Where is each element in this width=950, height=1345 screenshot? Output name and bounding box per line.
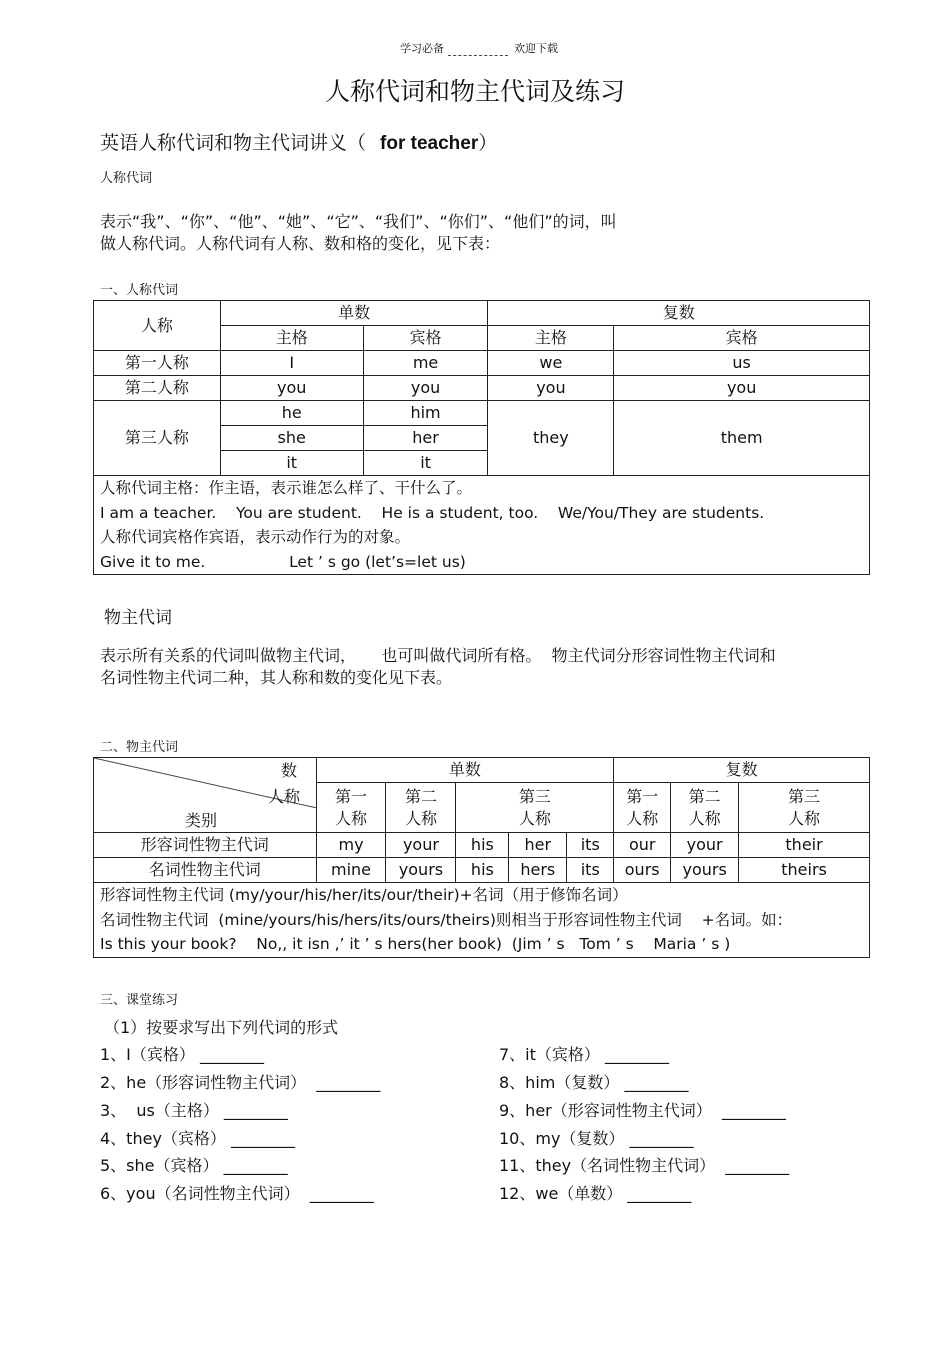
col-p1-b: 人称 [626,808,659,828]
table2-notes [94,883,870,958]
intro-possessive-line-2: 名词性物主代词二种，其人称和数的变化见下表。 [100,668,453,687]
header-s-nom: 主格 [220,326,363,351]
cell: your [671,833,739,858]
diag-num: 数 [281,761,298,780]
possessive-pronoun-table [93,757,870,958]
col-s1-a: 第一 [335,786,368,806]
header-singular: 单数 [316,758,614,783]
cell: it [220,451,363,476]
col-s2-a: 第二 [404,786,437,806]
col-p3-a: 第三 [788,786,821,806]
cell: you [614,376,870,401]
cell: her [509,833,567,858]
intro-personal-line-1: 表示“我”、“你”、“他”、“她”、“它”、“我们”、“你们”、“他们”的词，叫 [100,212,617,231]
exercise-item: 3、 us（主格） ________ [100,1101,288,1120]
subtitle [100,128,497,155]
col-s3-a: 第三 [518,786,551,806]
cell: our [614,833,671,858]
diag-category: 类别 [185,811,218,830]
subtitle-bold: for teacher [380,133,479,154]
col-s1-b: 人称 [335,808,368,828]
cell: we [488,351,614,376]
cell: her [363,426,488,451]
exercise-item: 6、you（名词性物主代词） ________ [100,1184,374,1203]
cell: theirs [739,858,870,883]
cell: it [363,451,488,476]
header-left: 学习必备 [400,42,444,55]
row-noun-name: 名词性物主代词 [94,858,317,883]
exercises-instruction: （1）按要求写出下列代词的形式 [104,1018,339,1037]
cell: my [316,833,386,858]
cell: its [567,858,614,883]
table2-label: 二、物主代词 [100,740,179,755]
col-p1 [614,783,671,833]
subtitle-close: ） [478,132,498,154]
cell: they [488,401,614,476]
col-s3-b: 人称 [518,808,551,828]
exercise-item: 7、it（宾格） ________ [499,1045,669,1064]
cell: its [567,833,614,858]
cell: them [614,401,870,476]
col-s1 [316,783,386,833]
header-person: 人称 [94,301,221,351]
header-plural: 复数 [614,758,870,783]
cell: she [220,426,363,451]
note-line: Give it to me. Let ’ s go (let’s=let us) [100,552,466,571]
cell: you [220,376,363,401]
note-line: I am a teacher. You are student. He is a student, too. We/You/They are students. [100,503,765,522]
cell: him [363,401,488,426]
col-p3 [739,783,870,833]
section-label-personal: 人称代词 [100,171,153,186]
cell: you [488,376,614,401]
section-label-possessive: 物主代词 [104,608,172,628]
exercise-item: 11、they（名词性物主代词） ________ [499,1156,790,1175]
cell: yours [386,858,456,883]
cell: ours [614,858,671,883]
intro-possessive-line-1: 表示所有关系的代词叫做物主代词， 也可叫做代词所有格。 物主代词分形容词性物主代词和 [100,646,776,665]
exercise-item: 2、he（形容词性物主代词） ________ [100,1073,381,1092]
cell: yours [671,858,739,883]
table1-notes [94,476,870,575]
diagonal-header [94,758,317,833]
col-p1-a: 第一 [626,786,659,806]
exercise-item: 12、we（单数） ________ [499,1184,692,1203]
header-s-obj: 宾格 [363,326,488,351]
exercises-label: 三、课堂练习 [100,993,179,1008]
row-first-name: 第一人称 [94,351,221,376]
cell: mine [316,858,386,883]
intro-personal-line-2: 做人称代词。人称代词有人称、数和格的变化，见下表： [100,234,501,253]
col-s2-b: 人称 [404,808,437,828]
note-line: 人称代词主格：作主语，表示谁怎么样了、干什么了。 [100,479,473,497]
header-p-nom: 主格 [488,326,614,351]
col-p2 [671,783,739,833]
note-line: 形容词性物主代词 (my/your/his/her/its/our/their)+名词（用于修饰名词） [100,886,628,904]
col-s2 [386,783,456,833]
cell: us [614,351,870,376]
col-p2-a: 第二 [688,786,721,806]
exercise-item: 10、my（复数） ________ [499,1129,694,1148]
row-adj-name: 形容词性物主代词 [94,833,317,858]
cell: their [739,833,870,858]
exercise-item: 4、they（宾格） ________ [100,1129,295,1148]
cell: your [386,833,456,858]
header-plural: 复数 [488,301,870,326]
header-divider [448,55,508,56]
personal-pronoun-table [93,300,870,575]
col-p3-b: 人称 [788,808,821,828]
page-title: 人称代词和物主代词及练习 [324,77,625,106]
header-right: 欢迎下载 [514,42,558,55]
subtitle-text: 英语人称代词和物主代词讲义（ [100,132,367,154]
cell: I [220,351,363,376]
col-p2-b: 人称 [688,808,721,828]
note-line: Is this your book? No,, it isn ,’ it ’ s hers(her book) (Jim ’ s Tom ’ s Maria ’ s ) [100,935,731,953]
exercise-item: 8、him（复数） ________ [499,1073,689,1092]
row-third-name: 第三人称 [94,401,221,476]
note-line: 人称代词宾格作宾语，表示动作行为的对象。 [100,528,411,546]
header-p-obj: 宾格 [614,326,870,351]
cell: his [456,858,509,883]
exercise-item: 9、her（形容词性物主代词） ________ [499,1101,786,1120]
header-singular: 单数 [220,301,488,326]
row-second-name: 第二人称 [94,376,221,401]
table1-label: 一、人称代词 [100,283,179,298]
exercise-item: 5、she（宾格） ________ [100,1156,288,1175]
cell: me [363,351,488,376]
diag-person: 人称 [268,787,301,806]
cell: his [456,833,509,858]
cell: you [363,376,488,401]
col-s3 [456,783,614,833]
cell: he [220,401,363,426]
cell: hers [509,858,567,883]
note-line: 名词性物主代词 (mine/yours/his/hers/its/ours/theirs)则相当于形容词性物主代词 +名词。如： [100,910,793,929]
exercise-item: 1、I（宾格） ________ [100,1045,264,1064]
